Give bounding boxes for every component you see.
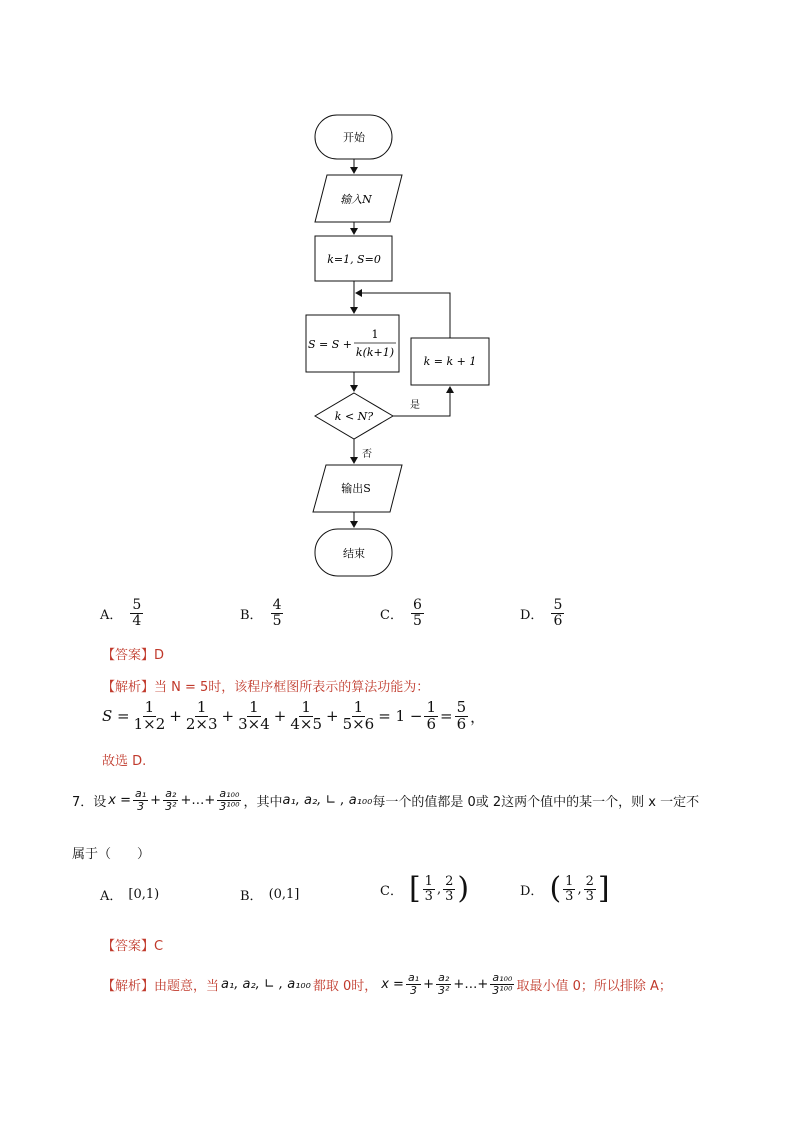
option-letter: B．: [240, 607, 263, 623]
input-label: 输入N: [340, 193, 372, 206]
q7-option-d: D． ( $\frac{1}{3}$ , $\frac{2}{3}$ ]: [520, 871, 610, 906]
start-label: 开始: [343, 131, 365, 144]
q6-answer: 【答案】D: [102, 648, 165, 663]
q6-formula: S = $\frac{1}{1\times 2}$ + $\frac{1}{2\times 3}$ + $\frac{1}{3\times 4}$ + $\frac{1}{4\times 5}$ + $\frac{1}{5\times 6}$ = 1 − $\frac{1}{6}$ = $\frac{5}{6}$ ，: [102, 698, 486, 733]
increment-label: k = k + 1: [423, 355, 477, 368]
option-letter: A．: [100, 607, 123, 623]
q7-answer: 【答案】C: [102, 939, 164, 954]
q7-option-a: A． [0,1): [100, 887, 160, 904]
option-fraction: $\frac{4}{5}$: [272, 597, 282, 629]
option-fraction: $\frac{6}{5}$: [412, 597, 422, 629]
q6-option-d: [520, 598, 566, 628]
q6-option-b: [240, 598, 285, 628]
q6-conclusion: 故选 D.: [102, 754, 147, 769]
end-label: 结束: [343, 547, 365, 560]
q7-option-b: B． (0,1]: [240, 887, 300, 904]
q6-option-a: [100, 598, 145, 628]
sum-label: S = S +: [308, 338, 352, 351]
init-label: k=1, S=0: [327, 253, 381, 266]
formula-frac: $\frac{1}{6}$: [426, 698, 436, 733]
option-fraction: $\frac{5}{4}$: [132, 597, 142, 629]
no-label: 否: [362, 449, 372, 460]
formula-term: $\frac{1}{5\times 6}$: [342, 698, 375, 733]
q7-analysis: 【解析】 由题意，当 a₁, a₂, ∟ , a₁₀₀ 都取 0时， x = $\frac{\text{a₁}}{3}$ + $\frac{\text{a₂}}{\text{3²}}$ +…+ $\frac{\text{a₁₀₀}}{\text{3¹⁰⁰}}$ 取最小值 0；所以排除 A；: [102, 971, 672, 997]
formula-lhs: S =: [102, 707, 130, 726]
formula-term: $\frac{1}{2\times 3}$: [185, 698, 218, 733]
option-fraction: $\frac{5}{6}$: [553, 597, 563, 629]
q7-option-c: C． [ $\frac{1}{3}$ , $\frac{2}{3}$ ): [380, 871, 470, 906]
q6-analysis: 【解析】当 N = 5时，该程序框图所表示的算法功能为：: [102, 680, 430, 695]
flowchart: [290, 105, 510, 585]
sum-num: 1: [371, 328, 379, 341]
option-letter: D．: [520, 607, 544, 623]
formula-term: $\frac{1}{3\times 4}$: [238, 698, 270, 733]
yes-label: 是: [410, 400, 420, 411]
formula-term: $\frac{1}{1\times 2}$: [133, 698, 166, 733]
formula-term: $\frac{1}{4\times 5}$: [290, 698, 322, 733]
q7-stem: 7．设 x = $\frac{\text{a₁}}{3}$ + $\frac{\text{a₂}}{\text{3²}}$ +…+ $\frac{\text{a₁₀₀}}{\text{3¹⁰⁰}}$ ，其中 a₁, a₂, ∟ , a₁₀₀ 每一个的值都是 0或 2这两个值中的某一个，则 x 一定不: [72, 787, 700, 813]
q6-option-c: [380, 598, 426, 628]
sum-den: k(k+1): [355, 346, 395, 359]
output-label: 输出S: [341, 482, 371, 495]
option-letter: C．: [380, 607, 403, 623]
formula-result: $\frac{5}{6}$: [456, 698, 467, 733]
q7-line2: 属于（ ）: [72, 847, 151, 862]
condition-label: k < N?: [334, 410, 374, 423]
